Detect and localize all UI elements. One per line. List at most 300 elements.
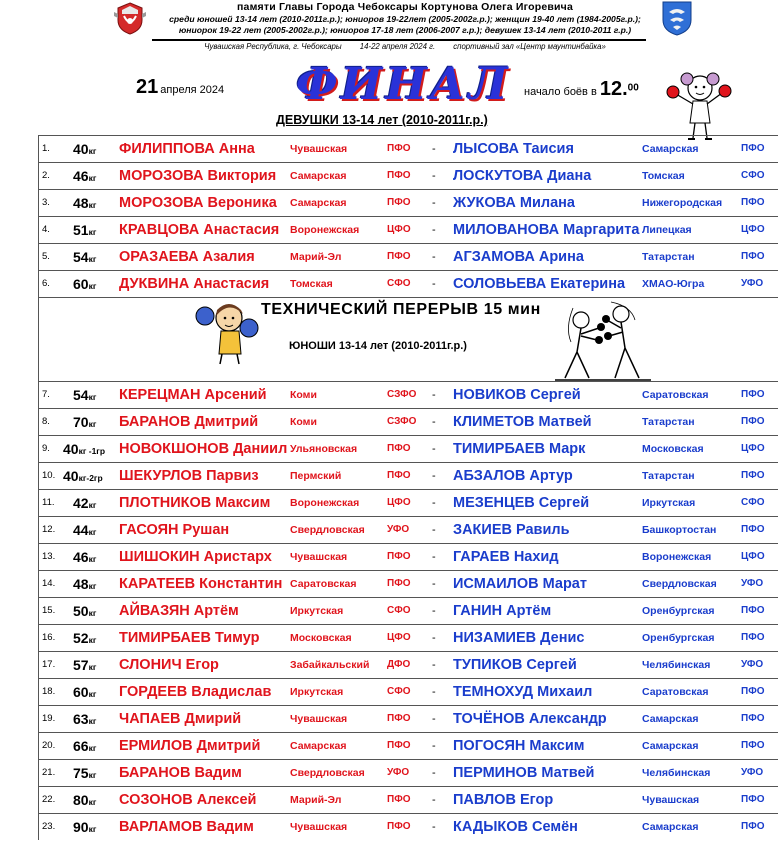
red-corner-athlete: МОРОЗОВА Вероника xyxy=(119,195,277,211)
versus-dash: - xyxy=(432,767,436,779)
red-corner-athlete: БАРАНОВ Вадим xyxy=(119,765,242,781)
technical-break-title: ТЕХНИЧЕСКИЙ ПЕРЕРЫВ 15 мин xyxy=(261,301,541,318)
blue-corner-district: ПФО xyxy=(741,197,765,208)
versus-dash: - xyxy=(432,443,436,455)
bout-number: 21. xyxy=(42,767,56,778)
blue-corner-district: ПФО xyxy=(741,632,765,643)
header-line-1: памяти Главы Города Чебоксары Кортунова Олега Игоревича xyxy=(236,1,574,13)
versus-dash: - xyxy=(432,524,436,536)
blue-corner-district: ПФО xyxy=(741,524,765,535)
red-corner-region: Московская xyxy=(290,632,352,644)
blue-corner-district: ПФО xyxy=(741,389,765,400)
bout-number: 20. xyxy=(42,740,56,751)
weight-unit: кг-2гр xyxy=(78,473,103,483)
weight-value: 90 xyxy=(73,819,89,835)
versus-dash: - xyxy=(432,416,436,428)
red-corner-district: ПФО xyxy=(387,713,411,724)
blue-corner-athlete: МИЛОВАНОВА Маргарита xyxy=(453,222,640,238)
weight-value: 52 xyxy=(73,630,89,646)
red-corner-district: СФО xyxy=(387,686,411,697)
bout-row xyxy=(39,408,778,435)
red-corner-district: ПФО xyxy=(387,170,411,181)
blue-corner-region: Чувашская xyxy=(642,794,700,806)
weight-category xyxy=(73,271,96,299)
weight-category xyxy=(73,163,96,191)
blue-corner-athlete: СОЛОВЬЕВА Екатерина xyxy=(453,276,626,292)
bout-row xyxy=(39,216,778,243)
bout-number: 13. xyxy=(42,551,56,562)
blue-corner-athlete: ТИМИРБАЕВ Марк xyxy=(453,441,586,457)
blue-corner-region: Московская xyxy=(642,443,704,455)
blue-corner-district: ПФО xyxy=(741,713,765,724)
blue-corner-athlete: ЖУКОВА Милана xyxy=(453,195,575,211)
bout-number: 9. xyxy=(42,443,50,454)
weight-value: 57 xyxy=(73,657,89,673)
red-corner-district: ПФО xyxy=(387,251,411,262)
versus-dash: - xyxy=(432,551,436,563)
weight-value: 40 xyxy=(63,468,79,484)
weight-value: 75 xyxy=(73,765,89,781)
blue-corner-region: Самарская xyxy=(642,713,699,725)
boys-bouts-rows xyxy=(39,381,778,840)
red-corner-region: Самарская xyxy=(290,740,347,752)
bout-row xyxy=(39,651,778,678)
weight-value: 40 xyxy=(63,441,79,457)
document-header xyxy=(0,0,778,127)
blue-corner-athlete: ЛОСКУТОВА Диана xyxy=(453,168,592,184)
start-time-value: 12. xyxy=(599,78,628,100)
blue-corner-district: ПФО xyxy=(741,686,765,697)
weight-unit: кг xyxy=(88,527,97,537)
weight-value: 51 xyxy=(73,222,89,238)
weight-unit: кг -1гр xyxy=(78,446,106,456)
red-corner-region: Саратовская xyxy=(290,578,357,590)
technical-break-block xyxy=(39,297,778,381)
weight-category xyxy=(73,136,96,164)
blue-corner-district: УФО xyxy=(741,767,764,778)
blue-corner-region: Саратовская xyxy=(642,686,709,698)
blue-corner-athlete: НИЗАМИЕВ Денис xyxy=(453,630,585,646)
red-corner-region: Самарская xyxy=(290,170,347,182)
blue-corner-region: Нижегородская xyxy=(642,197,723,209)
versus-dash: - xyxy=(432,659,436,671)
bout-number: 17. xyxy=(42,659,56,670)
blue-corner-athlete: МЕЗЕНЦЕВ Сергей xyxy=(453,495,590,511)
red-corner-athlete: МОРОЗОВА Виктория xyxy=(119,168,277,184)
bout-row xyxy=(39,759,778,786)
weight-unit: кг xyxy=(88,743,97,753)
versus-dash: - xyxy=(432,143,436,155)
weight-unit: кг xyxy=(88,392,97,402)
weight-unit: кг xyxy=(88,281,97,291)
start-time-minutes: 00 xyxy=(627,82,639,94)
weight-category xyxy=(73,382,96,410)
bout-number: 15. xyxy=(42,605,56,616)
bout-row xyxy=(39,516,778,543)
red-corner-district: ПФО xyxy=(387,740,411,751)
red-corner-region: Марий-Эл xyxy=(290,794,342,806)
red-corner-athlete: ОРАЗАЕВА Азалия xyxy=(119,249,255,265)
bout-number: 2. xyxy=(42,170,50,181)
weight-category xyxy=(73,544,96,572)
blue-corner-district: ПФО xyxy=(741,143,765,154)
red-corner-district: ЦФО xyxy=(387,632,411,643)
blue-corner-district: ЦФО xyxy=(741,443,765,454)
versus-dash: - xyxy=(432,632,436,644)
bout-row xyxy=(39,135,778,162)
blue-corner-district: УФО xyxy=(741,659,764,670)
red-corner-district: УФО xyxy=(387,524,410,535)
page-title: ФИНАЛ xyxy=(296,59,511,110)
city-coat-of-arms-icon xyxy=(661,0,693,36)
blue-corner-district: УФО xyxy=(741,278,764,289)
red-corner-athlete: ФИЛИППОВА Анна xyxy=(119,141,255,157)
red-corner-athlete: ШИШОКИН Аристарх xyxy=(119,549,272,565)
weight-unit: кг xyxy=(88,227,97,237)
weight-category xyxy=(73,760,96,788)
red-corner-athlete: КЕРЕЦМАН Арсений xyxy=(119,387,267,403)
girls-bouts-table xyxy=(38,135,778,840)
red-corner-athlete: ЧАПАЕВ Дмирий xyxy=(119,711,242,727)
bout-number: 14. xyxy=(42,578,56,589)
blue-corner-region: Челябинская xyxy=(642,659,711,671)
blue-corner-region: Татарстан xyxy=(642,251,695,263)
red-corner-district: ПФО xyxy=(387,470,411,481)
weight-value: 48 xyxy=(73,576,89,592)
versus-dash: - xyxy=(432,794,436,806)
blue-corner-region: Саратовская xyxy=(642,389,709,401)
blue-corner-athlete: ПЕРМИНОВ Матвей xyxy=(453,765,595,781)
red-corner-athlete: АЙВАЗЯН Артём xyxy=(119,603,239,619)
fighting-boxers-sketch-icon xyxy=(551,298,655,382)
blue-corner-athlete: ГАНИН Артём xyxy=(453,603,552,619)
blue-corner-region: Оренбургская xyxy=(642,605,715,617)
blue-corner-district: ПФО xyxy=(741,821,765,832)
blue-corner-region: Томская xyxy=(642,170,685,182)
bout-row xyxy=(39,597,778,624)
bout-number: 23. xyxy=(42,821,56,832)
weight-value: 48 xyxy=(73,195,89,211)
weight-unit: кг xyxy=(88,635,97,645)
blue-corner-district: УФО xyxy=(741,578,764,589)
blue-corner-region: ХМАО-Югра xyxy=(642,278,705,290)
red-corner-district: ДФО xyxy=(387,659,411,670)
red-corner-region: Чувашская xyxy=(290,713,348,725)
weight-category xyxy=(73,706,96,734)
red-corner-region: Свердловская xyxy=(290,767,365,779)
weight-category xyxy=(73,733,96,761)
weight-category xyxy=(73,244,96,272)
blue-corner-region: Самарская xyxy=(642,821,699,833)
bout-row xyxy=(39,732,778,759)
versus-dash: - xyxy=(432,224,436,236)
blue-corner-region: Татарстан xyxy=(642,416,695,428)
blue-corner-athlete: АГЗАМОВА Арина xyxy=(453,249,584,265)
versus-dash: - xyxy=(432,686,436,698)
bout-number: 19. xyxy=(42,713,56,724)
bout-row xyxy=(39,435,778,462)
weight-value: 66 xyxy=(73,738,89,754)
header-line-2: среди юношей 13-14 лет (2010-2011г.р.); юниоров 19-22лет (2005-2002г.р.); женщин 19-40 лет (1984-2005г.р.); xyxy=(169,14,641,24)
weight-value: 46 xyxy=(73,549,89,565)
versus-dash: - xyxy=(432,470,436,482)
weight-category xyxy=(73,409,96,437)
weight-value: 80 xyxy=(73,792,89,808)
bout-number: 10. xyxy=(42,470,56,481)
red-corner-district: ПФО xyxy=(387,143,411,154)
blue-corner-athlete: ТОЧЁНОВ Александр xyxy=(453,711,607,727)
weight-unit: кг xyxy=(88,146,97,156)
boys-section-heading: ЮНОШИ 13-14 лет (2010-2011г.р.) xyxy=(289,340,467,352)
red-corner-region: Самарская xyxy=(290,197,347,209)
weight-value: 42 xyxy=(73,495,89,511)
blue-corner-region: Липецкая xyxy=(642,224,692,236)
weight-value: 54 xyxy=(73,387,89,403)
bout-row xyxy=(39,678,778,705)
event-date xyxy=(136,76,224,99)
venue-dates: 14-22 апреля 2024 г. xyxy=(359,42,436,51)
blue-corner-athlete: ТУПИКОВ Сергей xyxy=(453,657,577,673)
blue-corner-athlete: ТЕМНОХУД Михаил xyxy=(453,684,593,700)
blue-corner-athlete: ПОГОСЯН Максим xyxy=(453,738,585,754)
weight-category xyxy=(73,652,96,680)
weight-unit: кг xyxy=(88,824,97,834)
versus-dash: - xyxy=(432,389,436,401)
red-corner-district: ЦФО xyxy=(387,497,411,508)
blue-corner-athlete: ЛЫСОВА Таисия xyxy=(453,141,574,157)
red-corner-region: Чувашская xyxy=(290,821,348,833)
bout-row xyxy=(39,786,778,813)
bout-row xyxy=(39,489,778,516)
weight-unit: кг xyxy=(88,716,97,726)
weight-value: 44 xyxy=(73,522,89,538)
red-corner-district: СЗФО xyxy=(387,389,417,400)
red-corner-athlete: ГАСОЯН Рушан xyxy=(119,522,230,538)
weight-unit: кг xyxy=(88,770,97,780)
red-corner-district: ПФО xyxy=(387,794,411,805)
red-corner-region: Пермский xyxy=(290,470,342,482)
blue-corner-athlete: ПАВЛОВ Егор xyxy=(453,792,554,808)
red-corner-district: ПФО xyxy=(387,197,411,208)
red-corner-region: Иркутская xyxy=(290,605,344,617)
red-corner-district: СФО xyxy=(387,278,411,289)
blue-corner-region: Иркутская xyxy=(642,497,696,509)
blue-corner-athlete: ИСМАИЛОВ Марат xyxy=(453,576,587,592)
weight-value: 54 xyxy=(73,249,89,265)
bout-row xyxy=(39,270,778,297)
bout-row xyxy=(39,162,778,189)
red-corner-region: Ульяновская xyxy=(290,443,358,455)
blue-corner-region: Самарская xyxy=(642,143,699,155)
red-corner-athlete: СОЗОНОВ Алексей xyxy=(119,792,257,808)
red-corner-region: Коми xyxy=(290,416,317,428)
blue-corner-district: СФО xyxy=(741,497,765,508)
red-corner-region: Воронежская xyxy=(290,497,360,509)
red-corner-athlete: НОВОКШОНОВ Даниил xyxy=(119,441,288,457)
weight-category xyxy=(63,463,103,491)
bout-number: 18. xyxy=(42,686,56,697)
blue-corner-district: ЦФО xyxy=(741,551,765,562)
blue-corner-district: ПФО xyxy=(741,794,765,805)
weight-value: 60 xyxy=(73,684,89,700)
bout-row xyxy=(39,813,778,840)
weight-value: 70 xyxy=(73,414,89,430)
weight-category xyxy=(73,787,96,815)
red-corner-athlete: СЛОНИЧ Егор xyxy=(119,657,219,673)
bout-row xyxy=(39,243,778,270)
weight-value: 40 xyxy=(73,141,89,157)
blue-corner-athlete: АБЗАЛОВ Артур xyxy=(453,468,573,484)
venue-hall: спортивный зал «Центр маунтинбайка» xyxy=(453,42,606,51)
girls-section-heading: ДЕВУШКИ 13-14 лет (2010-2011г.р.) xyxy=(276,113,488,127)
red-corner-district: СЗФО xyxy=(387,416,417,427)
blue-corner-athlete: КЛИМЕТОВ Матвей xyxy=(453,414,592,430)
weight-category xyxy=(73,490,96,518)
red-corner-region: Свердловская xyxy=(290,524,365,536)
weight-category xyxy=(73,625,96,653)
weight-category xyxy=(73,190,96,218)
red-corner-district: ПФО xyxy=(387,551,411,562)
red-corner-district: ПФО xyxy=(387,821,411,832)
blue-corner-athlete: КАДЫКОВ Семён xyxy=(453,819,578,835)
weight-value: 46 xyxy=(73,168,89,184)
weight-unit: кг xyxy=(88,254,97,264)
versus-dash: - xyxy=(432,713,436,725)
red-corner-district: СФО xyxy=(387,605,411,616)
blue-corner-district: ПФО xyxy=(741,605,765,616)
weight-unit: кг xyxy=(88,689,97,699)
red-corner-athlete: ДУКВИНА Анастасия xyxy=(119,276,270,292)
versus-dash: - xyxy=(432,170,436,182)
red-corner-region: Томская xyxy=(290,278,333,290)
venue-city: Чувашская Республика, г. Чебоксары xyxy=(204,42,342,51)
weight-category xyxy=(73,217,96,245)
red-corner-athlete: КАРАТЕЕВ Константин xyxy=(119,576,283,592)
boxer-cartoon-icon xyxy=(187,298,267,366)
bout-row xyxy=(39,189,778,216)
weight-unit: кг xyxy=(88,419,97,429)
blue-corner-district: ПФО xyxy=(741,416,765,427)
bout-number: 4. xyxy=(42,224,50,235)
venue-line xyxy=(160,42,650,51)
bout-number: 5. xyxy=(42,251,50,262)
blue-corner-district: ПФО xyxy=(741,470,765,481)
weight-category xyxy=(73,517,96,545)
weight-unit: кг xyxy=(88,581,97,591)
red-corner-district: ПФО xyxy=(387,578,411,589)
start-time xyxy=(524,78,639,101)
blue-corner-district: ЦФО xyxy=(741,224,765,235)
girl-boxer-cartoon-icon xyxy=(662,68,734,142)
red-corner-region: Чувашская xyxy=(290,143,348,155)
bout-row xyxy=(39,570,778,597)
header-text xyxy=(160,0,650,36)
header-divider xyxy=(152,39,646,41)
red-corner-athlete: ПЛОТНИКОВ Максим xyxy=(119,495,271,511)
federation-emblem-icon xyxy=(112,0,148,36)
bout-row xyxy=(39,381,778,408)
bout-number: 8. xyxy=(42,416,50,427)
blue-corner-region: Оренбургская xyxy=(642,632,715,644)
weight-category xyxy=(73,598,96,626)
blue-corner-region: Самарская xyxy=(642,740,699,752)
bout-row xyxy=(39,543,778,570)
bout-number: 1. xyxy=(42,143,50,154)
red-corner-region: Забайкальский xyxy=(290,659,370,671)
bout-number: 12. xyxy=(42,524,56,535)
red-corner-athlete: КРАВЦОВА Анастасия xyxy=(119,222,280,238)
girls-bouts-rows xyxy=(39,135,778,297)
blue-corner-region: Воронежская xyxy=(642,551,712,563)
blue-corner-athlete: ГАРАЕВ Нахид xyxy=(453,549,559,565)
blue-corner-region: Татарстан xyxy=(642,470,695,482)
red-corner-athlete: ШЕКУРЛОВ Парвиз xyxy=(119,468,259,484)
weight-unit: кг xyxy=(88,662,97,672)
weight-value: 63 xyxy=(73,711,89,727)
weight-category xyxy=(73,571,96,599)
red-corner-region: Марий-Эл xyxy=(290,251,342,263)
weight-category xyxy=(73,814,96,841)
versus-dash: - xyxy=(432,197,436,209)
start-label: начало боёв в xyxy=(524,86,597,98)
blue-corner-region: Челябинская xyxy=(642,767,711,779)
header-line-3: юниорок 19-22 лет (2005-2002г.р.); юниоров 17-18 лет (2006-2007 г.р.); девушек 13-14 лет (2010-2011 г.р.) xyxy=(178,25,632,35)
bout-row xyxy=(39,705,778,732)
versus-dash: - xyxy=(432,605,436,617)
versus-dash: - xyxy=(432,278,436,290)
date-month-year: апреля 2024 xyxy=(160,84,225,96)
blue-corner-district: ПФО xyxy=(741,740,765,751)
versus-dash: - xyxy=(432,821,436,833)
date-day: 21 xyxy=(136,76,159,98)
versus-dash: - xyxy=(432,578,436,590)
blue-corner-athlete: ЗАКИЕВ Равиль xyxy=(453,522,570,538)
bout-number: 7. xyxy=(42,389,50,400)
blue-corner-district: СФО xyxy=(741,170,765,181)
weight-unit: кг xyxy=(88,608,97,618)
red-corner-athlete: БАРАНОВ Дмитрий xyxy=(119,414,259,430)
red-corner-region: Чувашская xyxy=(290,551,348,563)
red-corner-athlete: ЕРМИЛОВ Дмитрий xyxy=(119,738,261,754)
weight-unit: кг xyxy=(88,797,97,807)
bout-number: 16. xyxy=(42,632,56,643)
bout-row xyxy=(39,462,778,489)
versus-dash: - xyxy=(432,497,436,509)
bout-number: 22. xyxy=(42,794,56,805)
weight-value: 50 xyxy=(73,603,89,619)
blue-corner-athlete: НОВИКОВ Сергей xyxy=(453,387,581,403)
weight-value: 60 xyxy=(73,276,89,292)
weight-unit: кг xyxy=(88,173,97,183)
red-corner-region: Коми xyxy=(290,389,317,401)
red-corner-district: ПФО xyxy=(387,443,411,454)
weight-category xyxy=(63,436,105,464)
red-corner-region: Воронежская xyxy=(290,224,360,236)
red-corner-region: Иркутская xyxy=(290,686,344,698)
blue-corner-region: Башкортостан xyxy=(642,524,717,536)
weight-category xyxy=(73,679,96,707)
weight-unit: кг xyxy=(88,500,97,510)
red-corner-athlete: ВАРЛАМОВ Вадим xyxy=(119,819,254,835)
weight-unit: кг xyxy=(88,554,97,564)
red-corner-district: ЦФО xyxy=(387,224,411,235)
bout-number: 6. xyxy=(42,278,50,289)
blue-corner-district: ПФО xyxy=(741,251,765,262)
bout-number: 3. xyxy=(42,197,50,208)
blue-corner-region: Свердловская xyxy=(642,578,717,590)
weight-unit: кг xyxy=(88,200,97,210)
red-corner-athlete: ТИМИРБАЕВ Тимур xyxy=(119,630,260,646)
